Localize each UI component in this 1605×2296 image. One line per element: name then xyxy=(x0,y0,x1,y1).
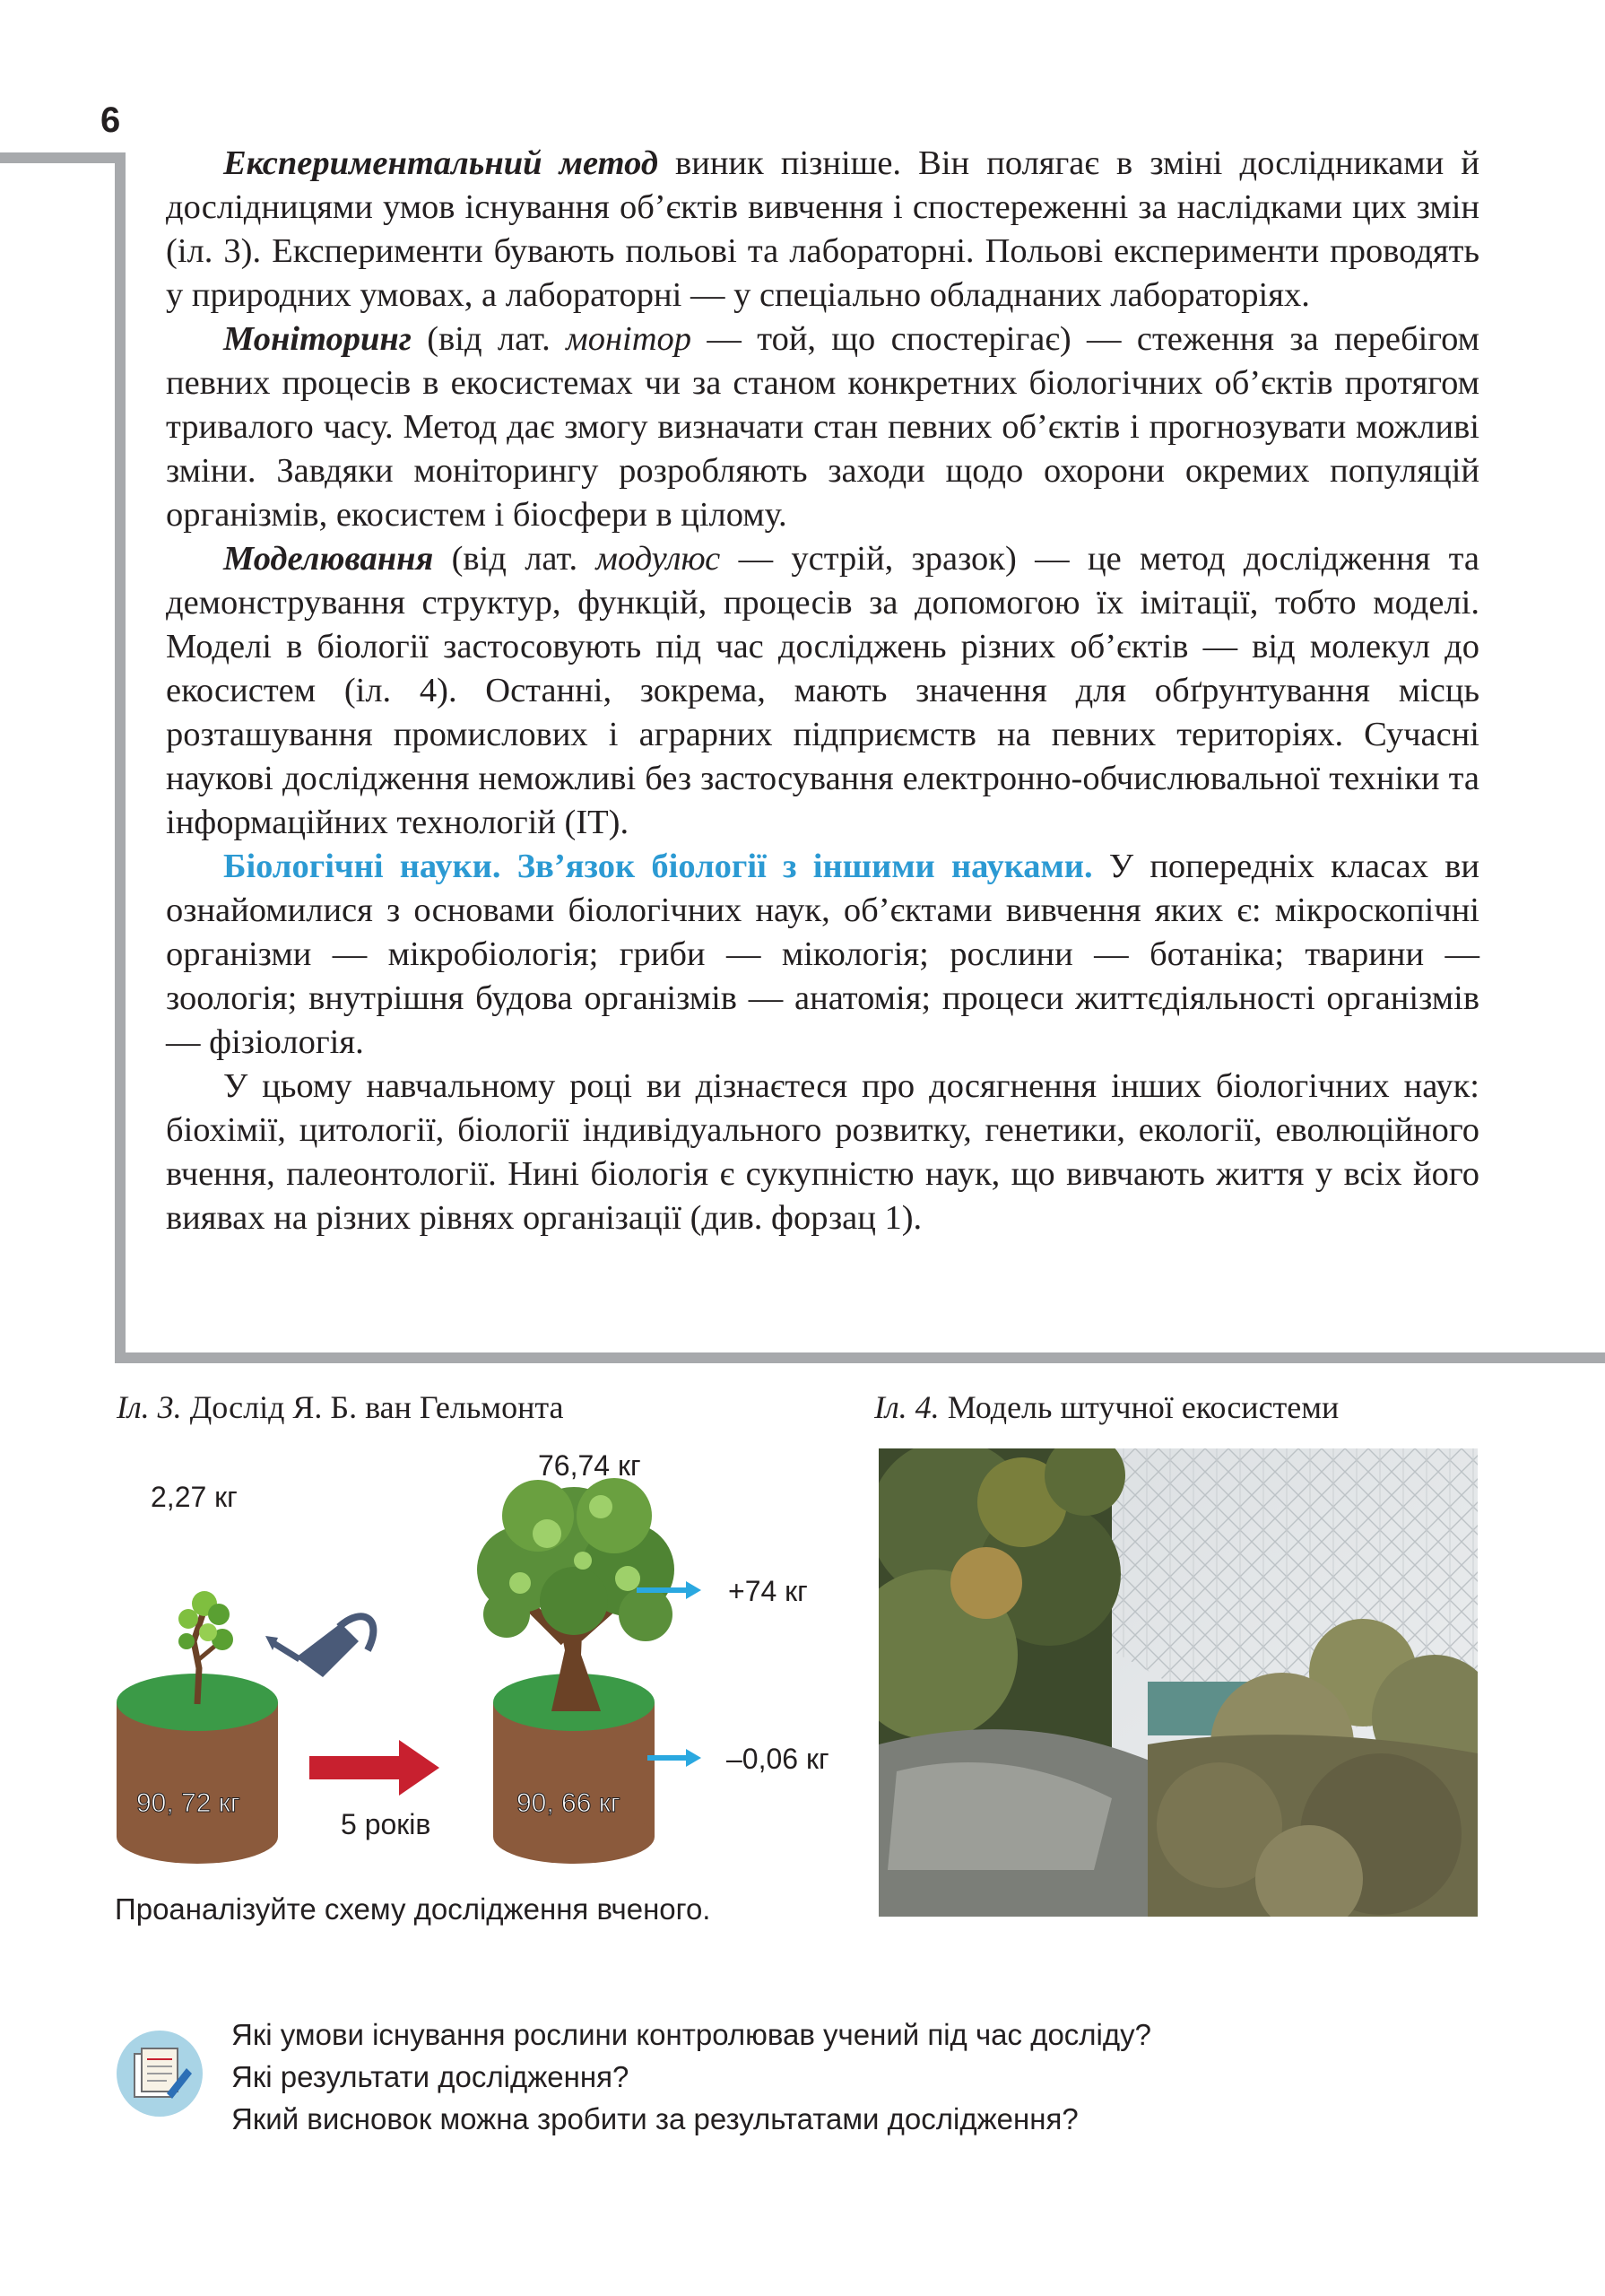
artificial-ecosystem-photo xyxy=(879,1448,1478,1917)
paragraph-experimental-method xyxy=(166,142,1479,317)
paragraph-text: У попередніх класах ви ознайомилися з основами біологічних наук, об’єктами вивчення яких є: мікроскопічні організми — мікробіологія; гриби — мікологія; рослини — ботаніка; тварини — зоологія; внутрішня будова організмів — анатомія; процеси життєдіяльності організмів — фізіологія. xyxy=(166,848,1479,1061)
question-item: Які результати дослідження? xyxy=(231,2060,629,2093)
soil-before-mass: 90, 72 кг xyxy=(136,1788,240,1818)
paragraph-text: — устрій, зразок) — це метод дослідження та демонстрування структур, функцій, процесів за допомогою їх імітації, тобто моделі. Моделі в біології застосовують під час досліджень різних об’єктів — від молекул до екосистем (іл. 4). Останні, зокрема, мають значення для обґрунтування місць розташування промислових і аграрних підприємств на певних територіях. Сучасні наукові дослідження неможливі без застосування електронно-обчислювальної техніки та інформаційних технологій (ІТ). xyxy=(166,540,1479,841)
figure4-caption-number: Іл. 4. xyxy=(874,1389,940,1425)
page-number: 6 xyxy=(100,100,121,140)
paragraph-biological-sciences xyxy=(166,845,1479,1065)
paragraph-modeling xyxy=(166,537,1479,845)
task-notebook-icon xyxy=(115,2029,204,2118)
figure3-caption-number: Іл. 3. xyxy=(117,1389,182,1425)
paragraph-text: виник пізніше. Він полягає в зміні дослідниками й дослідницями умов існування об’єктів вивчення і спостереженні за наслідками цих змін (іл. 3). Експерименти бувають польові та лабораторні. Польові експерименти проводять у природних умовах, а лабораторні — у спеціально обладнаних лабораторіях. xyxy=(166,144,1479,314)
term-modeling: Моделювання xyxy=(223,540,434,578)
paragraph-text: (від лат. xyxy=(411,320,567,358)
soil-loss-label: –0,06 кг xyxy=(726,1743,829,1775)
figure3-caption-text: Дослід Я. Б. ван Гельмонта xyxy=(181,1389,564,1425)
figure4-caption-text: Модель штучної екосистеми xyxy=(939,1389,1340,1425)
question-item: Які умови існування рослини контролював учений під час досліду? xyxy=(231,2018,1151,2051)
paragraph-text: (від лат. xyxy=(433,540,596,578)
watering-can-icon xyxy=(265,1616,373,1677)
latin-word: монітор xyxy=(566,320,692,358)
term-experimental-method: Експериментальний метод xyxy=(223,144,658,182)
paragraph-this-year xyxy=(166,1065,1479,1240)
term-monitoring: Моніторинг xyxy=(223,320,412,358)
figure3-caption xyxy=(117,1388,563,1426)
tree-icon xyxy=(477,1478,674,1711)
loss-arrow xyxy=(647,1749,701,1767)
question-item: Який висновок можна зробити за результатами дослідження? xyxy=(231,2102,1079,2135)
latin-word: модулюс xyxy=(595,540,721,578)
section-heading: Біологічні науки. Зв’язок біології з іншими науками. xyxy=(223,848,1093,885)
van-helmont-experiment-diagram xyxy=(99,1435,870,1901)
figure3-prompt: Проаналізуйте схему дослідження вченого. xyxy=(115,1892,711,1926)
plant-before-mass: 2,27 кг xyxy=(151,1481,238,1513)
soil-after-mass: 90, 66 кг xyxy=(516,1788,620,1818)
paragraph-text: — той, що спостерігає) — стеження за перебігом певних процесів в екосистемах чи за станом конкретних біологічних об’єктів протягом тривалого часу. Метод дає змогу визначати стан певних об’єктів і прогнозувати можливі зміни. Завдяки моніторингу розробляють заходи щодо охорони окремих популяцій організмів, екосистем і біосфери в цілому. xyxy=(166,320,1479,534)
paragraph-text: У цьому навчальному році ви дізнаєтеся про досягнення інших біологічних наук: біохімії, цитології, біології індивідуального розвитку, генетики, екології, еволюційного вчення, палеонтології. Нині біологія є сукупністю наук, що вивчають життя у всіх його виявах на різних рівнях організації (див. форзац 1). xyxy=(166,1067,1479,1237)
paragraph-monitoring xyxy=(166,317,1479,537)
main-text xyxy=(166,142,1479,1240)
tree-gain-label: +74 кг xyxy=(728,1575,808,1607)
duration-arrow xyxy=(309,1740,439,1796)
tree-after-mass: 76,74 кг xyxy=(538,1449,641,1482)
question-list xyxy=(231,2013,1151,2140)
frame-top-bar xyxy=(0,152,126,163)
duration-label: 5 років xyxy=(341,1808,431,1840)
frame-left-bar xyxy=(115,152,126,1363)
frame-bottom-bar xyxy=(115,1352,1605,1363)
figure4-caption xyxy=(874,1388,1339,1426)
